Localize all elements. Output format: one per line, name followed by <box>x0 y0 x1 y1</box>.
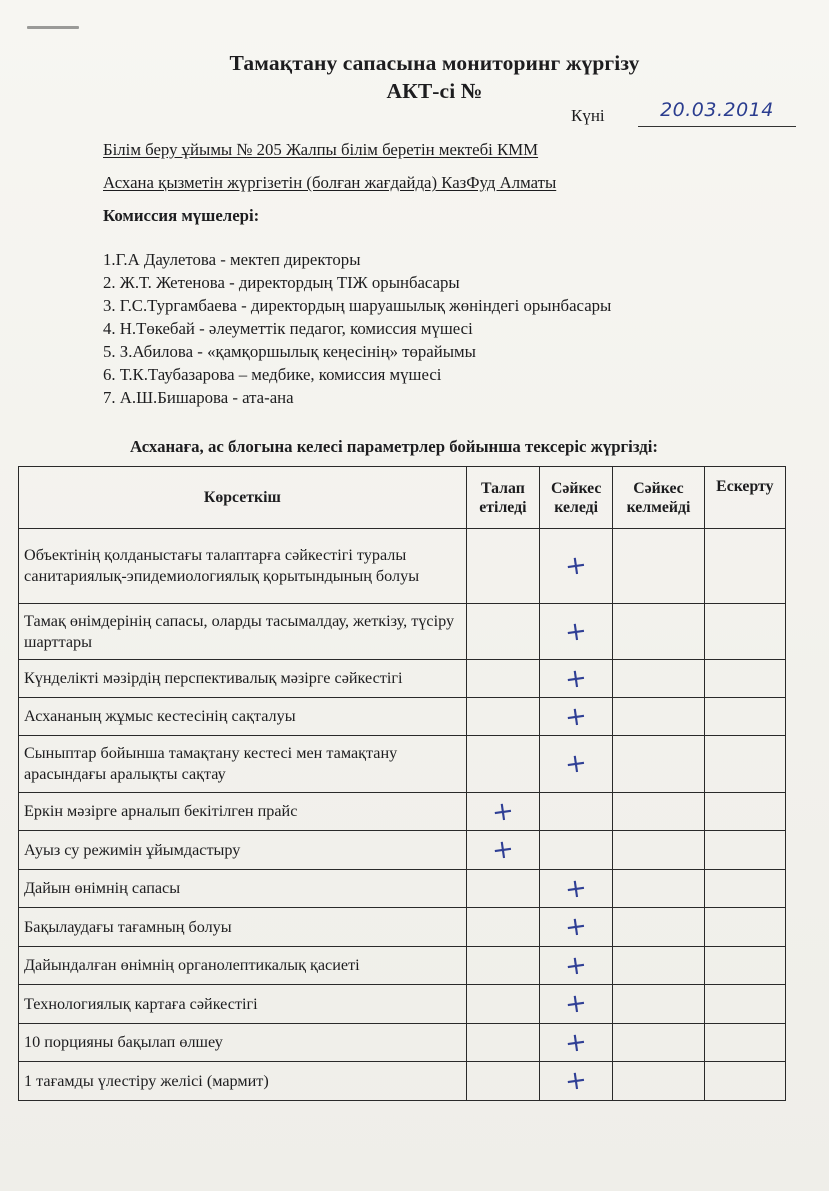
handwritten-check-icon: + <box>490 795 516 828</box>
scan-mark <box>27 26 79 29</box>
required-cell <box>466 793 539 831</box>
indicator-cell: Дайындалған өнімнің органолептикалық қасиеті <box>19 947 467 985</box>
handwritten-check-icon: + <box>563 910 590 944</box>
indicator-cell: Тамақ өнімдерінің сапасы, оларды тасымалдау, жеткізу, түсіру шарттары <box>19 604 467 660</box>
organization-line: Білім беру ұйымы № 205 Жалпы білім беретін мектебі КММ <box>103 140 539 159</box>
compliant-cell <box>540 736 613 793</box>
required-cell <box>466 604 539 660</box>
table-row <box>19 529 786 604</box>
compliant-cell <box>540 831 613 870</box>
compliant-cell <box>540 908 613 947</box>
handwritten-check-icon: + <box>563 987 590 1021</box>
canteen-operator-line: Асхана қызметін жүргізетін (болған жағдайда) КазФуд Алматы <box>103 173 557 192</box>
compliant-cell <box>540 947 613 985</box>
compliant-cell <box>540 604 613 660</box>
commission-member: 7. А.Ш.Бишарова - ата-ана <box>103 388 294 407</box>
compliant-cell <box>540 1062 613 1101</box>
noncompliant-cell <box>613 698 704 736</box>
required-cell <box>466 1062 539 1101</box>
required-cell <box>466 1024 539 1062</box>
indicator-cell: Ауыз су режимін ұйымдастыру <box>19 831 467 870</box>
handwritten-check-icon: + <box>563 549 590 583</box>
column-note: Ескерту <box>704 467 785 529</box>
note-cell <box>704 660 785 698</box>
act-number-title: АКТ-сі № <box>386 79 483 103</box>
noncompliant-cell <box>613 831 704 870</box>
noncompliant-cell <box>613 660 704 698</box>
indicator-cell: Сыныптар бойынша тамақтану кестесі мен тамақтану арасындағы аралықты сақтау <box>19 736 467 793</box>
noncompliant-cell <box>613 908 704 947</box>
table-row <box>19 985 786 1024</box>
compliant-cell <box>540 985 613 1024</box>
noncompliant-cell <box>613 793 704 831</box>
indicator-cell: Бақылаудағы тағамның болуы <box>19 908 467 947</box>
indicator-cell: Дайын өнімнің сапасы <box>19 870 467 908</box>
column-required: Талап етіледі <box>466 467 539 529</box>
required-cell <box>466 985 539 1024</box>
note-cell <box>704 831 785 870</box>
commission-member: 6. Т.К.Таубазарова – медбике, комиссия мүшесі <box>103 365 442 384</box>
required-cell <box>466 660 539 698</box>
noncompliant-cell <box>613 1062 704 1101</box>
required-cell <box>466 947 539 985</box>
note-cell <box>704 870 785 908</box>
commission-heading: Комиссия мүшелері: <box>103 206 260 225</box>
compliant-cell <box>540 870 613 908</box>
document-title: Тамақтану сапасына мониторинг жүргізу <box>229 51 640 75</box>
handwritten-check-icon: + <box>563 1064 590 1098</box>
handwritten-check-icon: + <box>563 1026 590 1059</box>
noncompliant-cell <box>613 529 704 604</box>
column-noncompliant: Сәйкес келмейді <box>613 467 704 529</box>
note-cell <box>704 736 785 793</box>
note-cell <box>704 698 785 736</box>
required-cell <box>466 908 539 947</box>
inspection-table <box>18 466 786 1101</box>
indicator-cell: Технологиялық картаға сәйкестігі <box>19 985 467 1024</box>
commission-member: 5. З.Абилова - «қамқоршылық кеңесінің» төрайымы <box>103 342 476 361</box>
handwritten-check-icon: + <box>563 747 590 781</box>
date-value: 20.03.2014 <box>638 99 796 127</box>
table-row <box>19 1024 786 1062</box>
required-cell <box>466 529 539 604</box>
commission-member: 3. Г.С.Тургамбаева - директордың шаруашылық жөніндегі орынбасары <box>103 296 612 315</box>
table-row <box>19 793 786 831</box>
table-row <box>19 604 786 660</box>
column-indicator: Көрсеткіш <box>19 467 467 529</box>
note-cell <box>704 1062 785 1101</box>
indicator-cell: Күнделікті мәзірдің перспективалық мәзірге сәйкестігі <box>19 660 467 698</box>
column-compliant: Сәйкес келеді <box>540 467 613 529</box>
note-cell <box>704 947 785 985</box>
compliant-cell <box>540 1024 613 1062</box>
handwritten-check-icon: + <box>563 615 590 648</box>
indicator-cell: 1 тағамды үлестіру желісі (мармит) <box>19 1062 467 1101</box>
compliant-cell <box>540 698 613 736</box>
note-cell <box>704 908 785 947</box>
handwritten-check-icon: + <box>563 700 590 733</box>
handwritten-check-icon: + <box>563 872 590 905</box>
noncompliant-cell <box>613 870 704 908</box>
handwritten-check-icon: + <box>490 833 516 867</box>
required-cell <box>466 831 539 870</box>
table-row <box>19 870 786 908</box>
inspection-heading: Асханаға, ас блогына келесі параметрлер бойынша тексеріс жүргізді: <box>130 437 659 456</box>
indicator-cell: Еркін мәзірге арналып бекітілген прайс <box>19 793 467 831</box>
note-cell <box>704 604 785 660</box>
table-row <box>19 660 786 698</box>
table-row <box>19 947 786 985</box>
note-cell <box>704 529 785 604</box>
required-cell <box>466 698 539 736</box>
note-cell <box>704 1024 785 1062</box>
noncompliant-cell <box>613 985 704 1024</box>
indicator-cell: Объектінің қолданыстағы талаптарға сәйкестігі туралы санитариялық-эпидемиологиялық қорытындының болуы <box>19 529 467 604</box>
table-row <box>19 831 786 870</box>
compliant-cell <box>540 793 613 831</box>
required-cell <box>466 736 539 793</box>
table-row <box>19 908 786 947</box>
noncompliant-cell <box>613 736 704 793</box>
table-row <box>19 698 786 736</box>
handwritten-check-icon: + <box>563 949 590 982</box>
noncompliant-cell <box>613 1024 704 1062</box>
noncompliant-cell <box>613 947 704 985</box>
required-cell <box>466 870 539 908</box>
compliant-cell <box>540 660 613 698</box>
note-cell <box>704 793 785 831</box>
compliant-cell <box>540 529 613 604</box>
date-label: Күні <box>571 106 605 125</box>
table-row <box>19 736 786 793</box>
table-header-row <box>19 467 786 529</box>
indicator-cell: Асхананың жұмыс кестесінің сақталуы <box>19 698 467 736</box>
noncompliant-cell <box>613 604 704 660</box>
handwritten-check-icon: + <box>563 662 590 695</box>
commission-member: 4. Н.Төкебай - әлеуметтік педагог, комиссия мүшесі <box>103 319 473 338</box>
table-row <box>19 1062 786 1101</box>
commission-member: 2. Ж.Т. Жетенова - директордың ТІЖ орынбасары <box>103 273 460 292</box>
commission-member: 1.Г.А Даулетова - мектеп директоры <box>103 250 361 269</box>
indicator-cell: 10 порцияны бақылап өлшеу <box>19 1024 467 1062</box>
note-cell <box>704 985 785 1024</box>
